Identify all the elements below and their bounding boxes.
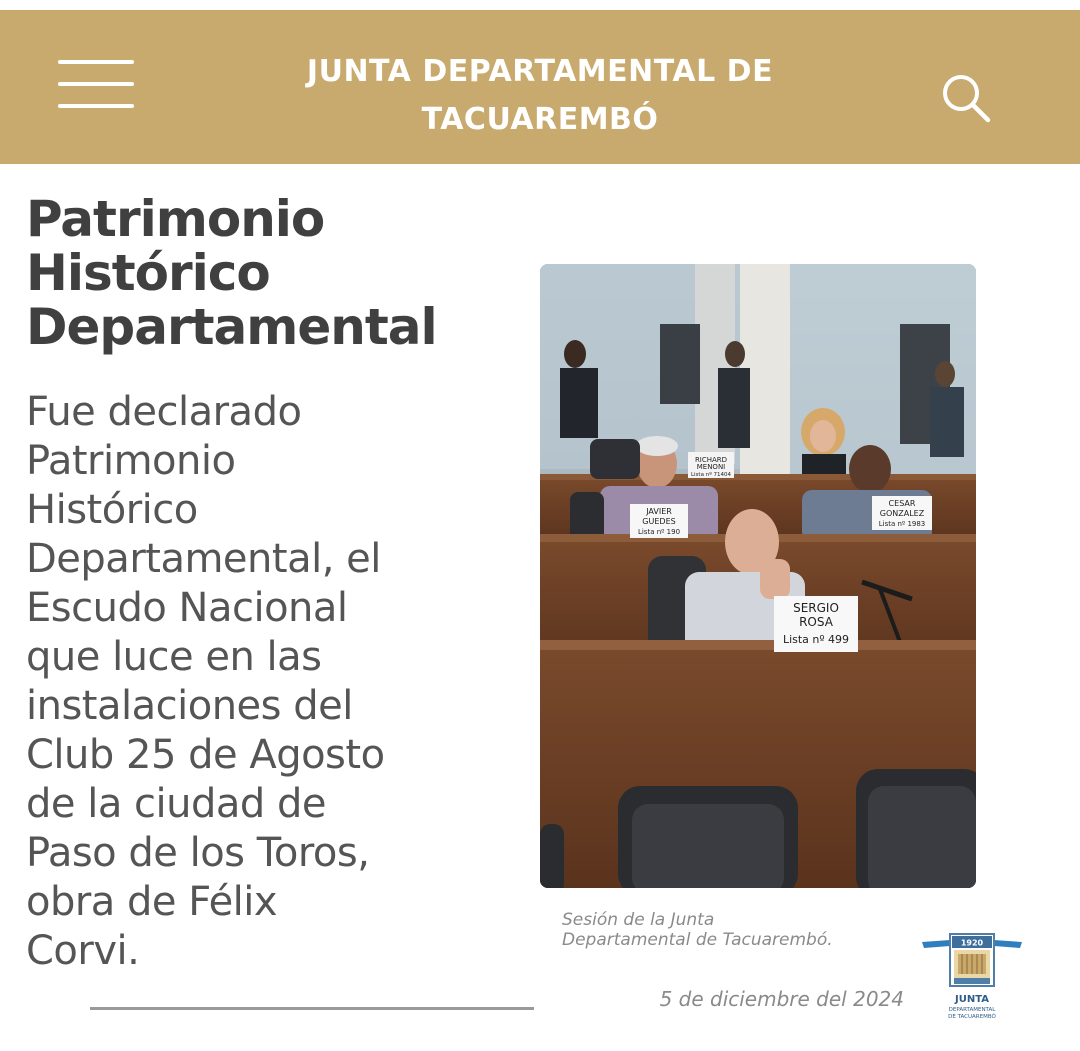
site-title-line-2: TACUAREMBÓ — [421, 102, 659, 137]
name-card-4-line-1: SERGIO — [793, 601, 839, 615]
body-line: Corvi. — [26, 928, 140, 974]
headline-line: Departamental — [26, 298, 437, 356]
name-card-3-line-1: CESAR — [888, 499, 916, 508]
logo-sub-line-2: DE TACUAREMBÓ — [948, 1014, 996, 1020]
name-card-2-line-2: GUEDES — [642, 517, 676, 526]
body-line: obra de Félix — [26, 879, 278, 925]
search-icon[interactable] — [940, 72, 992, 124]
divider-line — [90, 1007, 534, 1010]
body-line: que luce en las — [26, 634, 322, 680]
caption-line-1: Sesión de la Junta — [562, 910, 715, 930]
photo-caption — [562, 910, 922, 950]
article-headline — [26, 192, 546, 354]
headline-line: Histórico — [26, 244, 270, 302]
site-title[interactable] — [240, 48, 840, 144]
name-card-2-line-1: JAVIER — [646, 507, 672, 516]
caption-line-2: Departamental de Tacuarembó. — [562, 930, 833, 950]
publication-date: 5 de diciembre del 2024 — [659, 987, 904, 1011]
name-card-1-line-3: Lista nº 71404 — [690, 472, 732, 478]
name-card-4-line-3: Lista nº 499 — [782, 633, 850, 646]
body-line: instalaciones del — [26, 683, 353, 729]
body-line: Escudo Nacional — [26, 585, 348, 631]
logo-name: JUNTA — [955, 994, 989, 1005]
body-line: Patrimonio — [26, 438, 236, 484]
body-line: Club 25 de Agosto — [26, 732, 385, 778]
site-title-line-1: JUNTA DEPARTAMENTAL DE — [306, 54, 774, 89]
session-photo — [540, 264, 976, 888]
body-line: Histórico — [26, 487, 198, 533]
name-card-1-line-1: RICHARD — [694, 456, 728, 464]
body-line: Fue declarado — [26, 389, 302, 435]
logo-year: 1920 — [960, 938, 984, 948]
hamburger-menu-icon[interactable] — [58, 60, 136, 110]
body-line: Departamental, el — [26, 536, 381, 582]
body-line: de la ciudad de — [26, 781, 327, 827]
article-body — [26, 388, 536, 976]
site-header — [0, 10, 1080, 164]
name-card-3-line-2: GONZALEZ — [879, 509, 925, 518]
name-card-4-line-2: ROSA — [799, 615, 833, 629]
headline-line: Patrimonio — [26, 190, 325, 248]
name-card-1-line-2: MENONI — [696, 463, 726, 471]
body-line: Paso de los Toros, — [26, 830, 370, 876]
logo-sub-line-1: DEPARTAMENTAL — [948, 1007, 996, 1013]
junta-logo — [920, 930, 1024, 1022]
name-card-2-line-3: Lista nº 190 — [637, 528, 681, 536]
name-card-3-line-3: Lista nº 1983 — [878, 520, 926, 528]
